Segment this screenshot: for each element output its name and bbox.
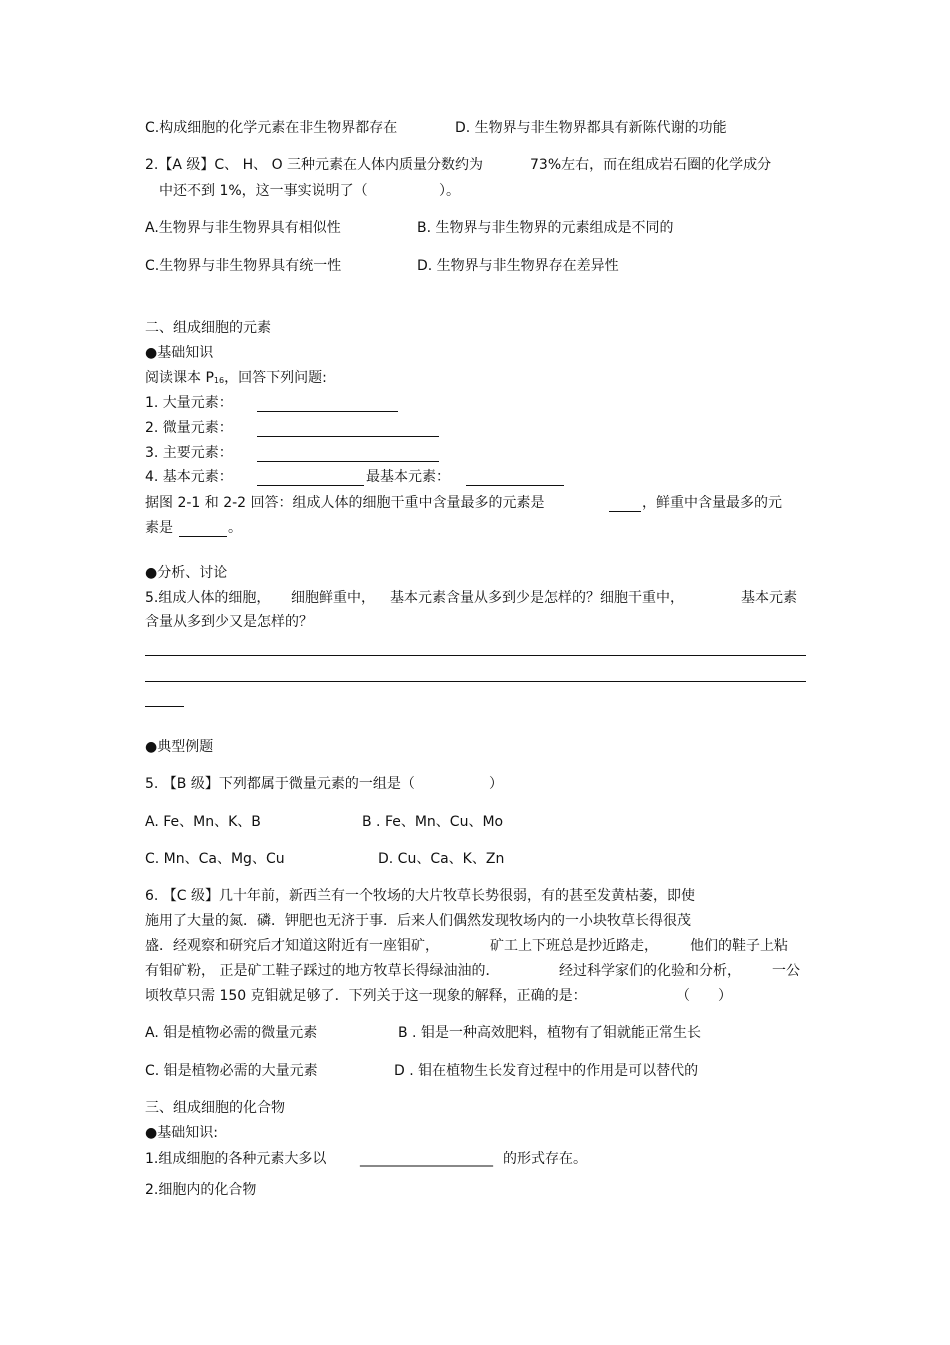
q2-option-c: C.生物界与非生物界具有统一性 bbox=[145, 258, 342, 274]
example6-line3-part3: 他们的鞋子上粘 bbox=[690, 938, 788, 954]
read-page-sub: 16 bbox=[213, 376, 225, 385]
section2-basics-heading: ●基础知识 bbox=[145, 345, 214, 361]
section3-item1-part2: 的形式存在。 bbox=[503, 1151, 587, 1167]
example5-stem: 5. 【B 级】下列都属于微量元素的一组是（ bbox=[145, 776, 415, 792]
example6-line4-part1: 有钼矿粉， 正是矿工鞋子踩过的地方牧草长得绿油油的． bbox=[145, 963, 500, 979]
item-micro-elements-label: 2. 微量元素： bbox=[145, 420, 233, 436]
item-macro-elements-label: 1. 大量元素： bbox=[145, 395, 233, 411]
example6-option-b: B . 钼是一种高效肥料，植物有了钼就能正常生长 bbox=[398, 1025, 701, 1041]
item-basic-elements-label: 4. 基本元素： bbox=[145, 469, 233, 485]
example6-line5-close: ） bbox=[718, 988, 732, 1004]
q2-option-a: A.生物界与非生物界具有相似性 bbox=[145, 220, 341, 236]
section3-title: 三、组成细胞的化合物 bbox=[145, 1100, 285, 1116]
micro-elements-blank[interactable] bbox=[257, 422, 439, 437]
answer-line-2[interactable] bbox=[145, 681, 806, 682]
q5-text-part2: 细胞鲜重中， bbox=[291, 590, 375, 606]
section3-item1-blank[interactable]: ___________________ bbox=[360, 1151, 493, 1167]
q5-text-part4: 基本元素 bbox=[741, 590, 797, 606]
q2-stem-close: ）。 bbox=[439, 183, 460, 199]
q2-stem-part1: 2.【A 级】C、 H、 O 三种元素在人体内质量分数约为 bbox=[145, 157, 484, 173]
figure-question-part1: 据图 2-1 和 2-2 回答：组成人体的细胞干重中含量最多的元素是 bbox=[145, 495, 545, 511]
examples-heading: ●典型例题 bbox=[145, 739, 214, 755]
example6-line5-part1: 顷牧草只需 150 克钼就足够了．下列关于这一现象的解释，正确的是： bbox=[145, 988, 587, 1004]
section3-item1-part1: 1.组成细胞的各种元素大多以 bbox=[145, 1151, 327, 1167]
read-textbook-line bbox=[145, 369, 327, 390]
most-basic-element-blank[interactable] bbox=[466, 471, 564, 486]
item-main-elements-label: 3. 主要元素： bbox=[145, 445, 233, 461]
answer-line-3[interactable] bbox=[145, 706, 184, 707]
example6-option-a: A. 钼是植物必需的微量元素 bbox=[145, 1025, 318, 1041]
example5-option-c: C. Mn、Ca、Mg、Cu bbox=[145, 851, 285, 867]
answer-line-1[interactable] bbox=[145, 655, 806, 656]
q5-text-line2: 含量从多到少又是怎样的？ bbox=[145, 614, 313, 630]
q5-text-part3: 基本元素含量从多到少是怎样的？细胞干重中， bbox=[390, 590, 684, 606]
example6-option-d: D . 钼在植物生长发育过程中的作用是可以替代的 bbox=[394, 1063, 699, 1079]
example6-line4-part3: 一公 bbox=[772, 963, 800, 979]
figure-question-part3: 素是 bbox=[145, 520, 173, 536]
example6-line2: 施用了大量的氮．磷．钾肥也无济于事．后来人们偶然发现牧场内的一小块牧草长得很茂 bbox=[145, 913, 691, 929]
example5-option-a: A. Fe、Mn、K、B bbox=[145, 814, 261, 830]
example6-line1: 6. 【C 级】几十年前，新西兰有一个牧场的大片牧草长势很弱，有的甚至发黄枯萎，即使 bbox=[145, 888, 696, 904]
q2-option-b: B. 生物界与非生物界的元素组成是不同的 bbox=[417, 220, 674, 236]
q2-stem-part2: 73%左右，而在组成岩石圈的化学成分 bbox=[530, 157, 772, 173]
section3-item2: 2.细胞内的化合物 bbox=[145, 1182, 257, 1198]
read-suffix: ，回答下列问题: bbox=[224, 370, 327, 386]
analysis-heading: ●分析、讨论 bbox=[145, 565, 228, 581]
main-elements-blank[interactable] bbox=[257, 447, 439, 462]
macro-elements-blank[interactable] bbox=[257, 397, 398, 412]
read-prefix: 阅读课本 P bbox=[145, 370, 214, 386]
q2-option-d: D. 生物界与非生物界存在差异性 bbox=[417, 258, 619, 274]
example6-line5-open: （ bbox=[676, 988, 690, 1004]
figure-question-end: 。 bbox=[228, 520, 242, 536]
q5-text-part1: 5.组成人体的细胞， bbox=[145, 590, 271, 606]
q1-option-d: D. 生物界与非生物界都具有新陈代谢的功能 bbox=[455, 120, 727, 136]
example6-option-c: C. 钼是植物必需的大量元素 bbox=[145, 1063, 318, 1079]
dry-weight-blank[interactable] bbox=[609, 497, 641, 512]
example5-option-b: B . Fe、Mn、Cu、Mo bbox=[362, 814, 504, 830]
figure-question-part2: ，鲜重中含量最多的元 bbox=[642, 495, 782, 511]
example6-line3-part2: 矿工上下班总是抄近路走， bbox=[490, 938, 658, 954]
most-basic-element-label: 最基本元素： bbox=[366, 469, 450, 485]
basic-elements-blank[interactable] bbox=[257, 471, 364, 486]
example6-line3-part1: 盛．经观察和研究后才知道这附近有一座钼矿， bbox=[145, 938, 439, 954]
example5-stem-close: ） bbox=[489, 776, 503, 792]
example6-line4-part2: 经过科学家们的化验和分析， bbox=[559, 963, 741, 979]
section3-basics-heading: ●基础知识: bbox=[145, 1125, 218, 1141]
fresh-weight-blank[interactable] bbox=[179, 522, 227, 537]
q1-option-c: C.构成细胞的化学元素在非生物界都存在 bbox=[145, 120, 398, 136]
example5-option-d: D. Cu、Ca、K、Zn bbox=[378, 851, 505, 867]
q2-stem-line2: 中还不到 1%，这一事实说明了（ bbox=[159, 183, 368, 199]
section2-title: 二、组成细胞的元素 bbox=[145, 320, 271, 336]
